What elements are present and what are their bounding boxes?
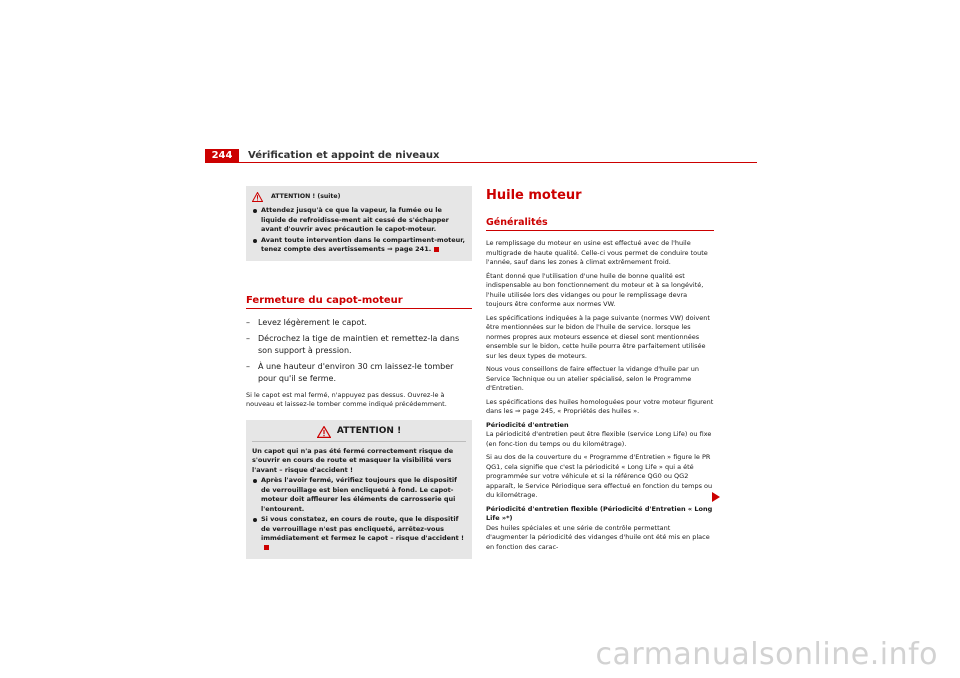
- body-paragraph: Le remplissage du moteur en usine est effectué avec de l'huile multigrade de haute qualité. Celle-ci vous permet de conduire toute l'année, sauf dans les zones à climat extrêmement froid.: [486, 239, 708, 266]
- warning-bullet: Attendez jusqu'à ce que la vapeur, la fumée ou le liquide de refroidisse-ment ait cessé de s'échapper avant d'ouvrir avec précaution le capot-moteur.: [252, 206, 466, 235]
- header-rule: [205, 162, 757, 163]
- watermark: carmanualsonline.info: [595, 637, 938, 672]
- maintenance-heading: Périodicité d'entretien: [486, 420, 569, 429]
- warning-main-heading-row: [252, 426, 466, 442]
- next-page-arrow-icon[interactable]: [712, 492, 720, 502]
- end-of-section-icon: [264, 545, 269, 550]
- warning-main-box: [246, 420, 472, 560]
- engine-oil-title: Huile moteur: [486, 188, 582, 203]
- warning-bullet: Avant toute intervention dans le compartiment-moteur, tenez compte des avertissements ⇒ page 241.: [252, 236, 466, 255]
- warning-bullet: Après l'avoir fermé, vérifiez toujours que le dispositif de verrouillage est bien encliqueté à fond. Le capot-moteur doit affleurer les éléments de carrosserie qui l'entourent.: [252, 476, 466, 514]
- step-item: – Décrochez la tige de maintien et remettez-la dans son support à pression.: [246, 333, 460, 355]
- closing-hood-steps: [246, 317, 472, 385]
- warning-main-heading: ATTENTION !: [336, 425, 402, 436]
- body-paragraph: Les spécifications indiquées à la page suivante (normes VW) doivent être mentionnées sur le bidon de l'huile de service. lorsque les normes propres aux moteurs essence et diesel sont mentionnées ensemble sur le bidon, cette huile pourra être parfaitement utilisée sur les deux types de moteurs.: [486, 313, 710, 360]
- body-paragraph: Des huiles spéciales et une série de contrôle permettant d'augmenter la périodicité des vidanges d'huile ont été mis en place en fonction des carac-: [486, 523, 710, 551]
- body-paragraph: Nous vous conseillons de faire effectuer la vidange d'huile par un Service Technique ou un atelier spécialisé, selon le Programme d'Entretien.: [486, 365, 699, 392]
- warning-continued-box: [246, 186, 472, 261]
- warning-triangle-icon: [252, 192, 263, 202]
- left-column: [246, 186, 472, 559]
- flexible-maintenance-heading: Périodicité d'entretien flexible (Périodicité d'Entretien « Long Life »*): [486, 504, 713, 522]
- warning-triangle-icon: [317, 426, 331, 438]
- page-number: 244: [205, 149, 239, 162]
- step-item: – Levez légèrement le capot.: [246, 317, 367, 327]
- warning-bullet: Si vous constatez, en cours de route, que le dispositif de verrouillage n'est pas encliqueté, arrêtez-vous immédiatement et fermez le capot – risque d'accident !: [252, 515, 466, 553]
- step-item: – À une hauteur d'environ 30 cm laissez-le tomber pour qu'il se ferme.: [246, 361, 454, 383]
- right-column: [486, 188, 714, 556]
- closing-hood-note: Si le capot est mal fermé, n'appuyez pas dessus. Ouvrez-le à nouveau et laissez-le tomber comme indiqué précédemment.: [246, 390, 447, 408]
- end-of-section-icon: [434, 247, 439, 252]
- general-subheading: Généralités: [486, 217, 714, 231]
- warning-continued-heading-row: [252, 192, 466, 202]
- body-paragraph: Étant donné que l'utilisation d'une huile de bonne qualité est indispensable au bon fonctionnement du moteur et à sa longévité, l'huile utilisée lors des vidanges ou pour le remplissage devra toujours être conforme aux normes VW.: [486, 271, 704, 308]
- closing-hood-heading: Fermeture du capot-moteur: [246, 295, 472, 309]
- warning-continued-heading: ATTENTION ! (suite): [271, 193, 341, 201]
- oil-specs-link-paragraph[interactable]: Les spécifications des huiles homologuées pour votre moteur figurent dans les ⇒ page 245, « Propriétés des huiles ».: [486, 397, 714, 415]
- header-title: Vérification et appoint de niveaux: [248, 150, 440, 161]
- warning-main-intro: Un capot qui n'a pas été fermé correctement risque de s'ouvrir en cours de route et masquer la visibilité vers l'avant – risque d'accident !: [252, 446, 454, 474]
- body-paragraph: La périodicité d'entretien peut être flexible (service Long Life) ou fixe (en fonc-tion du temps ou du kilométrage).: [486, 430, 712, 448]
- body-paragraph: Si au dos de la couverture du « Programme d'Entretien » figure le PR QG1, cela signifie que c'est la périodicité « Long Life » qui a été programmée sur votre véhicule et si la référence QG0 ou QG2 apparaît, le Service Périodique sera effectué en fonction du temps ou du kilométrage.: [486, 453, 713, 499]
